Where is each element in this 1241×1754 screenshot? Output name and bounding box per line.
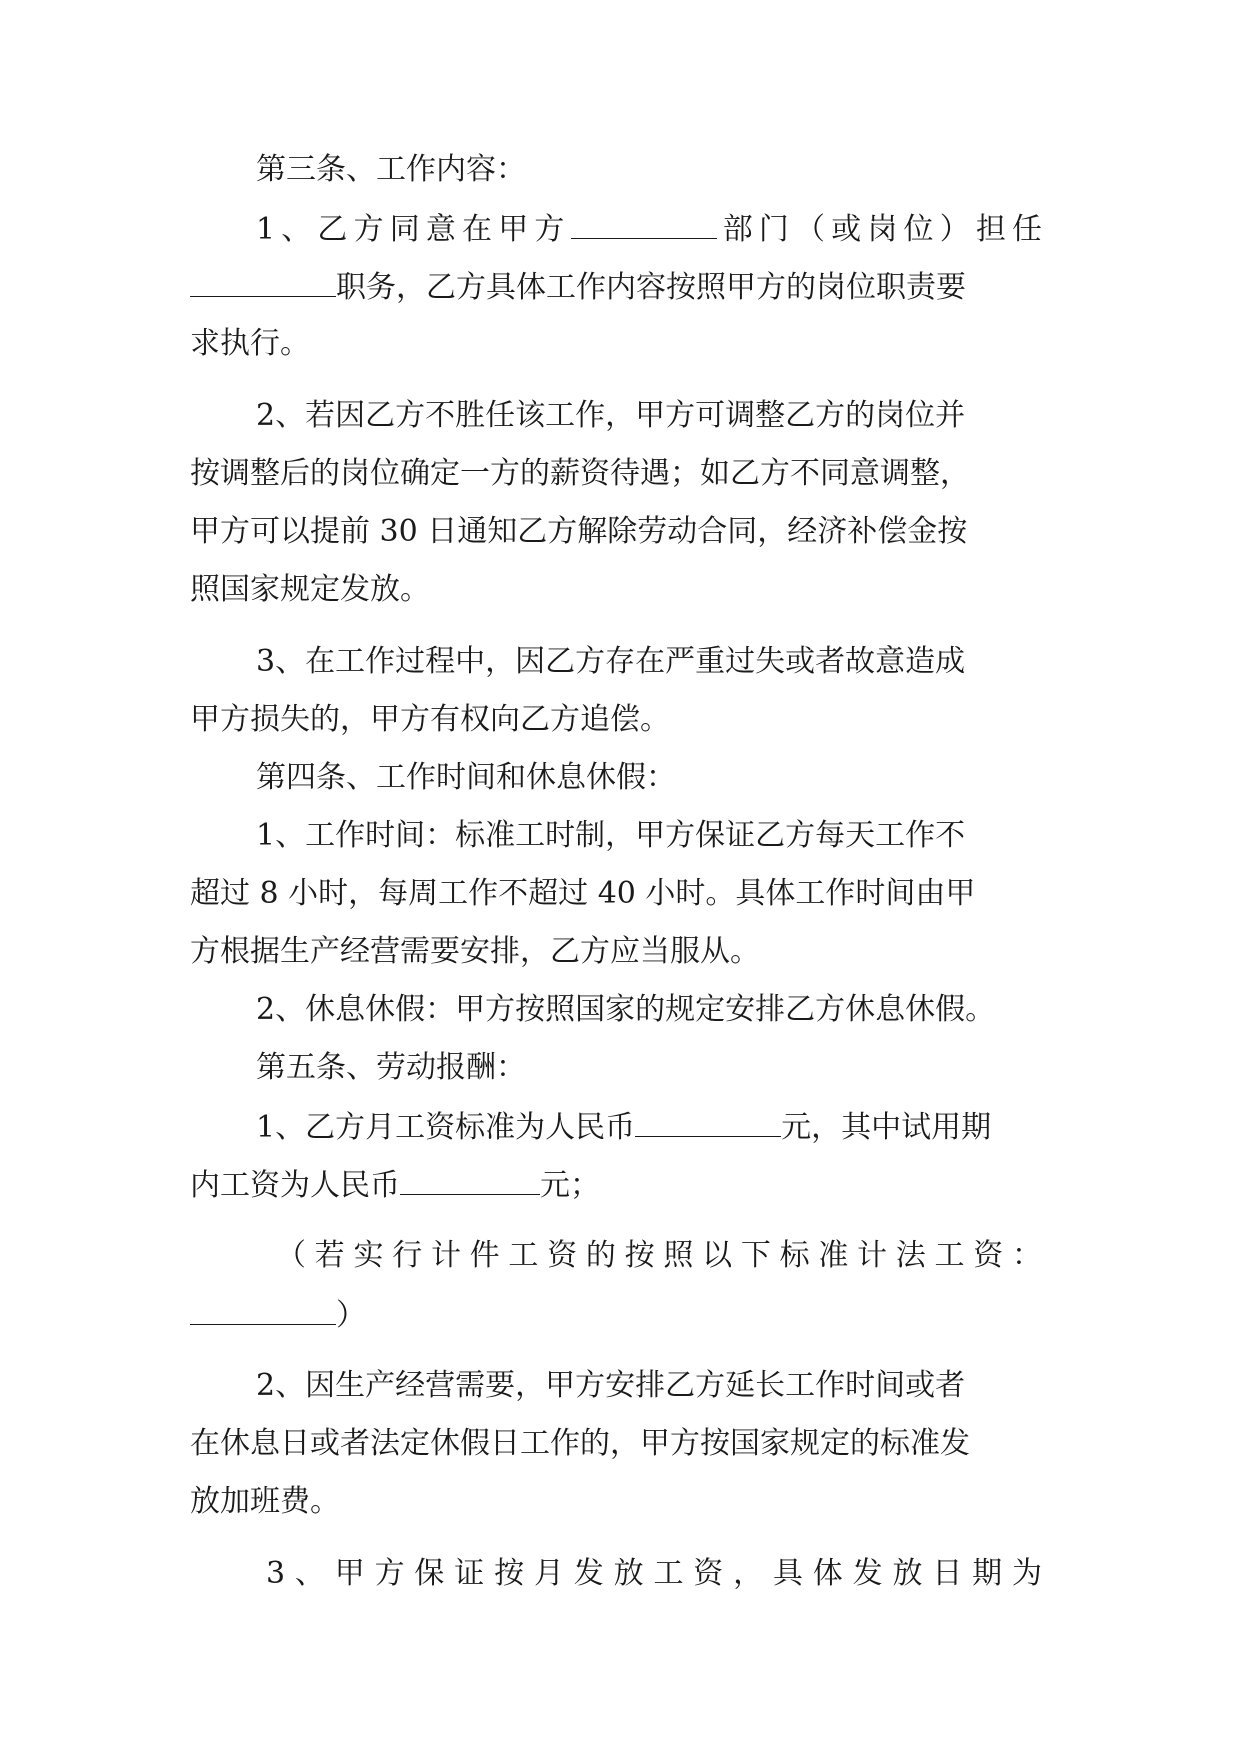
article-3-item-1-text-a: 1、乙方同意在甲方 — [256, 212, 571, 247]
article-5-item-1-line-2 — [190, 1164, 600, 1204]
article-5-item-1-text-a: 1、乙方月工资标准为人民币 — [256, 1110, 636, 1145]
article-5-item-2-line-2: 在休息日或者法定休假日工作的，甲方按国家规定的标准发 — [190, 1426, 970, 1461]
article-5-item-1-text-b: 元，其中试用期 — [781, 1110, 992, 1145]
article-3-item-1-text-b: 部门（或岗位）担任 — [716, 212, 1042, 247]
article-3-item-1-line-2 — [190, 266, 1042, 306]
article-5-heading: 第五条、劳动报酬： — [256, 1050, 526, 1085]
monthly-wage-blank — [635, 1106, 781, 1137]
piece-rate-blank — [190, 1294, 336, 1325]
piece-rate-close-paren: ） — [336, 1298, 366, 1333]
article-4-item-1-line-1: 1、工作时间：标准工时制，甲方保证乙方每天工作不 — [256, 818, 966, 853]
article-5-item-1-text-d: 元； — [540, 1168, 600, 1203]
article-5-item-1-line-1 — [256, 1106, 1042, 1146]
article-3-item-2-line-4: 照国家规定发放。 — [190, 572, 430, 607]
department-blank — [571, 208, 717, 239]
article-3-item-3-line-1: 3、在工作过程中，因乙方存在严重过失或者故意造成 — [256, 644, 966, 679]
piece-rate-line-2 — [190, 1294, 366, 1334]
article-4-heading: 第四条、工作时间和休息休假： — [256, 760, 676, 795]
article-3-item-1-line-1 — [256, 208, 1042, 248]
piece-rate-line-1: （若实行计件工资的按照以下标准计法工资： — [276, 1238, 1042, 1273]
article-4-item-1-line-2: 超过 8 小时，每周工作不超过 40 小时。具体工作时间由甲 — [190, 876, 976, 911]
position-blank — [190, 266, 336, 297]
article-5-item-2-line-3: 放加班费。 — [190, 1484, 340, 1519]
article-3-item-2-line-3: 甲方可以提前 30 日通知乙方解除劳动合同，经济补偿金按 — [190, 514, 968, 549]
article-5-item-3-line-1: 3、甲方保证按月发放工资，具体发放日期为 — [266, 1556, 1042, 1591]
article-4-item-2-line-1: 2、休息休假：甲方按照国家的规定安排乙方休息休假。 — [256, 992, 996, 1027]
probation-wage-blank — [400, 1164, 540, 1195]
article-4-item-1-line-3: 方根据生产经营需要安排，乙方应当服从。 — [190, 934, 760, 969]
article-3-item-1-line-3: 求执行。 — [190, 326, 310, 361]
article-3-item-3-line-2: 甲方损失的，甲方有权向乙方追偿。 — [190, 702, 670, 737]
article-3-item-2-line-1: 2、若因乙方不胜任该工作，甲方可调整乙方的岗位并 — [256, 398, 966, 433]
article-3-item-2-line-2: 按调整后的岗位确定一方的薪资待遇；如乙方不同意调整， — [190, 456, 970, 491]
article-5-item-1-text-c: 内工资为人民币 — [190, 1168, 400, 1203]
article-5-item-2-line-1: 2、因生产经营需要，甲方安排乙方延长工作时间或者 — [256, 1368, 966, 1403]
article-3-item-1-text-c: 职务，乙方具体工作内容按照甲方的岗位职责要 — [336, 270, 966, 305]
article-3-heading: 第三条、工作内容： — [256, 152, 526, 187]
